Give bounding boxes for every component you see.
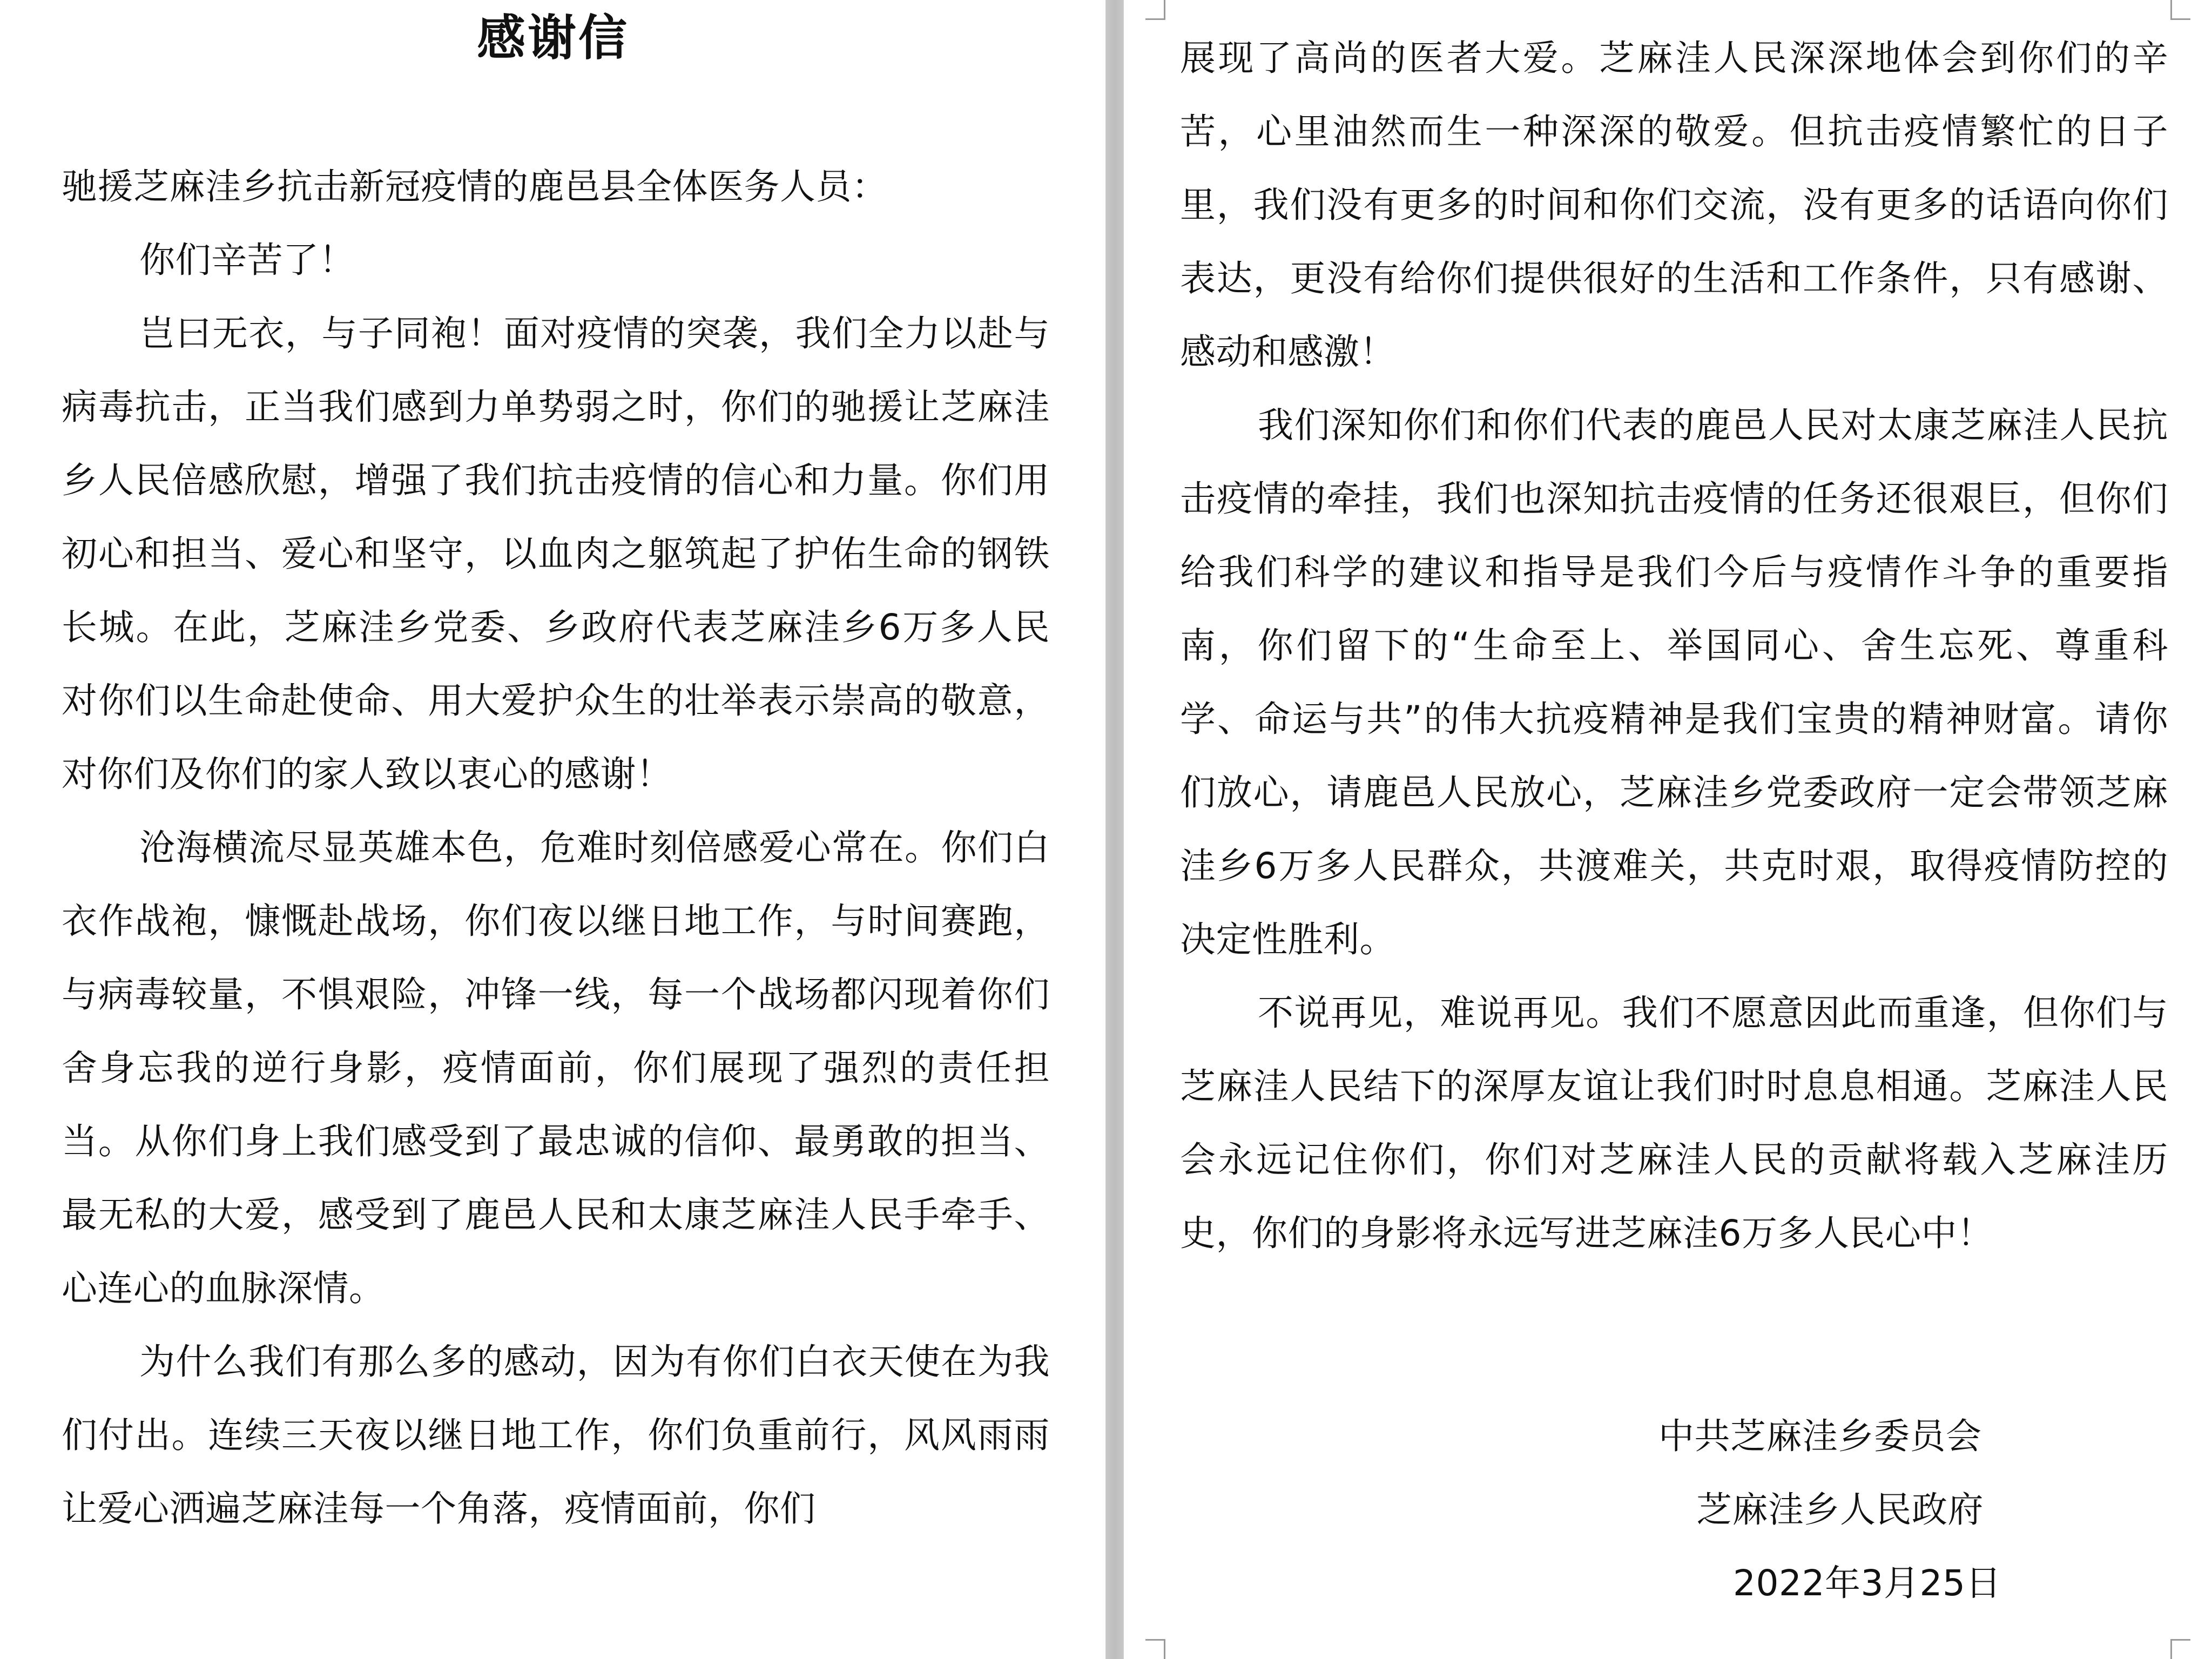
greeting: 你们辛苦了！ xyxy=(139,239,355,281)
crop-mark-top-right xyxy=(2170,0,2190,20)
page-gutter xyxy=(1106,0,1123,1659)
right-text-block xyxy=(1180,22,2168,1270)
paragraph-3-part-2: 展现了高尚的医者大爱。芝麻洼人民深深地体会到你们的辛苦，心里油然而生一种深深的敬爱。但抗击疫情繁忙的日子里，我们没有更多的时间和你们交流，没有更多的话语向你们表达，更没有给你们提供很好的生活和工作条件，只有感谢、感动和感激！ xyxy=(1180,37,2168,373)
salutation: 驰援芝麻洼乡抗击新冠疫情的鹿邑县全体医务人员： xyxy=(62,166,888,207)
signature-date: 2022年3月25日 xyxy=(1733,1562,2001,1604)
paragraph-5: 不说再见，难说再见。我们不愿意因此而重逢，但你们与芝麻洼人民结下的深厚友谊让我们时时息息相通。芝麻洼人民会永远记住你们，你们对芝麻洼人民的贡献将载入芝麻洼历史，你们的身影将永远写进芝麻洼6万多人民心中！ xyxy=(1180,992,2168,1254)
paragraph-2: 沧海横流尽显英雄本色，危难时刻倍感爱心常在。你们白衣作战袍，慷慨赴战场，你们夜以继日地工作，与时间赛跑，与病毒较量，不惧艰险，冲锋一线，每一个战场都闪现着你们舍身忘我的逆行身影，疫情面前，你们展现了强烈的责任担当。从你们身上我们感受到了最忠诚的信仰、最勇敢的担当、最无私的大爱，感受到了鹿邑人民和太康芝麻洼人民手牵手、心连心的血脉深情。 xyxy=(62,827,1050,1309)
paragraph-4: 我们深知你们和你们代表的鹿邑人民对太康芝麻洼人民抗击疫情的牵挂，我们也深知抗击疫情的任务还很艰巨，但你们给我们科学的建议和指导是我们今后与疫情作斗争的重要指南，你们留下的“生命至上、举国同心、舍生忘死、尊重科学、命运与共”的伟大抗疫精神是我们宝贵的精神财富。请你们放心，请鹿邑人民放心，芝麻洼乡党委政府一定会带领芝麻洼乡6万多人民群众，共渡难关，共克时艰，取得疫情防控的决定性胜利。 xyxy=(1180,404,2168,960)
paragraph-1: 岂曰无衣，与子同袍！面对疫情的突袭，我们全力以赴与病毒抗击，正当我们感到力单势弱之时，你们的驰援让芝麻洼乡人民倍感欣慰，增强了我们抗击疫情的信心和力量。你们用初心和担当、爱心和坚守，以血肉之躯筑起了护佑生命的钢铁长城。在此，芝麻洼乡党委、乡政府代表芝麻洼乡6万多人民对你们以生命赴使命、用大爱护众生的壮举表示崇高的敬意，对你们及你们的家人致以衷心的感谢！ xyxy=(62,313,1050,795)
page-right xyxy=(1123,0,2212,1659)
signature-org-2: 芝麻洼乡人民政府 xyxy=(1696,1489,1984,1530)
crop-mark-bottom-left xyxy=(1145,1639,1165,1659)
crop-mark-bottom-right xyxy=(2170,1639,2190,1659)
letter-title: 感谢信 xyxy=(477,10,629,66)
crop-mark-top-left xyxy=(1145,0,1165,20)
signature-org-1: 中共芝麻洼乡委员会 xyxy=(1658,1415,1982,1457)
left-text-block xyxy=(62,150,1050,1546)
paragraph-3-part-1: 为什么我们有那么多的感动，因为有你们白衣天使在为我们付出。连续三天夜以继日地工作，你们负重前行，风风雨雨让爱心洒遍芝麻洼每一个角落，疫情面前，你们 xyxy=(62,1341,1050,1529)
